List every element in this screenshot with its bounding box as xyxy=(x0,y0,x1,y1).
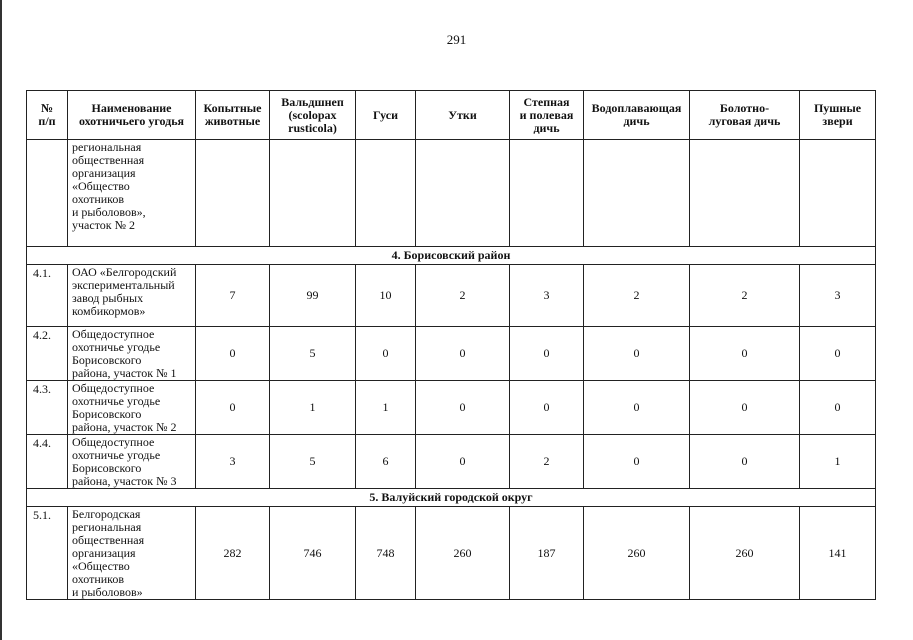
hunting-grounds-table xyxy=(26,90,876,600)
column-header-line: луговая дичь xyxy=(708,114,781,128)
hunting-ground-name-line: «Общество xyxy=(72,559,130,573)
hunting-ground-name-line: Белгородская xyxy=(72,507,141,521)
count-value-cell: 2 xyxy=(416,265,510,327)
row-number-cell: 5.1. xyxy=(27,507,68,600)
scan-edge-line xyxy=(0,0,2,640)
hunting-ground-name-cell xyxy=(68,265,196,327)
column-header-line: охотничьего угодья xyxy=(78,114,185,128)
column-header xyxy=(356,91,416,140)
empty-value-cell xyxy=(800,140,876,247)
count-value-cell: 3 xyxy=(800,265,876,327)
header-row xyxy=(27,91,876,140)
count-value-cell: 0 xyxy=(690,381,800,435)
empty-value-cell xyxy=(270,140,356,247)
count-value-cell: 3 xyxy=(196,435,270,489)
count-value-cell: 2 xyxy=(690,265,800,327)
table-row xyxy=(27,265,876,327)
hunting-ground-name-line: Борисовского xyxy=(72,461,142,475)
count-value-cell: 260 xyxy=(690,507,800,600)
hunting-ground-name-line: охотников xyxy=(72,572,125,586)
table-row xyxy=(27,327,876,381)
section-row xyxy=(27,489,876,507)
hunting-ground-name-cell xyxy=(68,507,196,600)
count-value-cell: 7 xyxy=(196,265,270,327)
hunting-ground-name-line: района, участок № 3 xyxy=(72,474,177,488)
count-value-cell: 0 xyxy=(416,327,510,381)
hunting-ground-name-line: региональная xyxy=(72,520,142,534)
hunting-ground-name-line: охотничье угодье xyxy=(72,394,161,408)
section-title: 4. Борисовский район xyxy=(27,247,876,265)
count-value-cell: 0 xyxy=(800,381,876,435)
hunting-ground-name-cell xyxy=(68,435,196,489)
column-header-line: звери xyxy=(822,114,853,128)
column-header-line: rusticola) xyxy=(288,120,337,135)
count-value-cell: 0 xyxy=(356,327,416,381)
page-number: 291 xyxy=(446,32,467,47)
hunting-ground-name-line: экспериментальный xyxy=(72,278,175,292)
hunting-ground-name-cell xyxy=(68,140,196,247)
hunting-ground-name-line: Общедоступное xyxy=(72,435,155,449)
section-row xyxy=(27,247,876,265)
column-header-line: Водоплавающая xyxy=(591,101,682,115)
count-value-cell: 1 xyxy=(356,381,416,435)
hunting-ground-name-line: ОАО «Белгородский xyxy=(72,265,177,279)
hunting-ground-name-line: района, участок № 2 xyxy=(72,420,177,434)
column-header-line: дичь xyxy=(623,114,650,128)
count-value-cell: 1 xyxy=(270,381,356,435)
empty-value-cell xyxy=(356,140,416,247)
column-header xyxy=(584,91,690,140)
count-value-cell: 0 xyxy=(196,327,270,381)
count-value-cell: 746 xyxy=(270,507,356,600)
row-number-cell: 4.4. xyxy=(27,435,68,489)
hunting-ground-name-line: охотников xyxy=(72,192,125,206)
continuation-row xyxy=(27,140,876,247)
hunting-ground-name-line: общественная xyxy=(72,153,145,167)
column-header-line: Болотно- xyxy=(719,101,770,115)
column-header-line: Степная xyxy=(523,94,570,109)
column-header xyxy=(196,91,270,140)
column-header-line: животные xyxy=(204,114,261,128)
count-value-cell: 99 xyxy=(270,265,356,327)
empty-value-cell xyxy=(690,140,800,247)
hunting-ground-name-line: организация xyxy=(72,166,136,180)
hunting-ground-name-line: охотничье угодье xyxy=(72,340,161,354)
count-value-cell: 0 xyxy=(690,327,800,381)
column-header-line: (scolopax xyxy=(288,107,337,122)
column-header-line: № xyxy=(40,101,54,115)
column-header xyxy=(416,91,510,140)
column-header-line: Пушные xyxy=(813,101,862,115)
hunting-ground-name-line: участок № 2 xyxy=(72,218,136,232)
count-value-cell: 0 xyxy=(584,435,690,489)
count-value-cell: 3 xyxy=(510,265,584,327)
hunting-ground-name-line: организация xyxy=(72,546,136,560)
count-value-cell: 0 xyxy=(584,381,690,435)
hunting-ground-name-line: «Общество xyxy=(72,179,130,193)
row-number-cell: 4.3. xyxy=(27,381,68,435)
column-header-line: Копытные xyxy=(203,101,262,115)
table-row xyxy=(27,507,876,600)
count-value-cell: 187 xyxy=(510,507,584,600)
count-value-cell: 0 xyxy=(510,381,584,435)
table-row xyxy=(27,435,876,489)
empty-value-cell xyxy=(510,140,584,247)
count-value-cell: 0 xyxy=(196,381,270,435)
hunting-ground-name-line: Борисовского xyxy=(72,353,142,367)
column-header-line: Наименование xyxy=(91,101,172,115)
hunting-ground-name-line: общественная xyxy=(72,533,145,547)
count-value-cell: 0 xyxy=(584,327,690,381)
column-header-line: и полевая xyxy=(519,107,574,122)
table-body xyxy=(27,140,876,600)
column-header xyxy=(510,91,584,140)
count-value-cell: 10 xyxy=(356,265,416,327)
column-header xyxy=(800,91,876,140)
empty-value-cell xyxy=(196,140,270,247)
hunting-ground-name-cell xyxy=(68,381,196,435)
hunting-ground-name-line: Общедоступное xyxy=(72,327,155,341)
column-header xyxy=(68,91,196,140)
count-value-cell: 2 xyxy=(510,435,584,489)
table-row xyxy=(27,381,876,435)
count-value-cell: 0 xyxy=(416,435,510,489)
column-header-line: Вальдшнеп xyxy=(281,94,344,109)
count-value-cell: 0 xyxy=(690,435,800,489)
hunting-ground-name-line: и рыболовов», xyxy=(72,205,146,219)
count-value-cell: 141 xyxy=(800,507,876,600)
hunting-ground-name-line: охотничье угодье xyxy=(72,448,161,462)
hunting-ground-name-line: Борисовского xyxy=(72,407,142,421)
count-value-cell: 0 xyxy=(800,327,876,381)
hunting-ground-name-line: и рыболовов» xyxy=(72,585,143,599)
count-value-cell: 260 xyxy=(416,507,510,600)
row-number-cell: 4.2. xyxy=(27,327,68,381)
column-header-line: дичь xyxy=(533,120,560,135)
column-header xyxy=(270,91,356,140)
column-header xyxy=(690,91,800,140)
count-value-cell: 5 xyxy=(270,327,356,381)
empty-value-cell xyxy=(584,140,690,247)
count-value-cell: 282 xyxy=(196,507,270,600)
column-header xyxy=(27,91,68,140)
count-value-cell: 2 xyxy=(584,265,690,327)
count-value-cell: 260 xyxy=(584,507,690,600)
empty-value-cell xyxy=(416,140,510,247)
hunting-ground-name-cell xyxy=(68,327,196,381)
row-number-cell: 4.1. xyxy=(27,265,68,327)
count-value-cell: 0 xyxy=(510,327,584,381)
hunting-ground-name-line: Общедоступное xyxy=(72,381,155,395)
column-header-line: Утки xyxy=(448,107,477,122)
hunting-ground-name-line: завод рыбных xyxy=(72,291,144,305)
hunting-ground-name-line: региональная xyxy=(72,140,142,154)
count-value-cell: 0 xyxy=(416,381,510,435)
hunting-ground-name-line: района, участок № 1 xyxy=(72,366,177,380)
column-header-line: Гуси xyxy=(372,107,399,122)
count-value-cell: 1 xyxy=(800,435,876,489)
count-value-cell: 748 xyxy=(356,507,416,600)
section-title: 5. Валуйский городской округ xyxy=(27,489,876,507)
count-value-cell: 6 xyxy=(356,435,416,489)
row-number-cell xyxy=(27,140,68,247)
column-header-line: п/п xyxy=(38,114,56,128)
hunting-ground-name-line: комбикормов» xyxy=(72,304,146,318)
count-value-cell: 5 xyxy=(270,435,356,489)
